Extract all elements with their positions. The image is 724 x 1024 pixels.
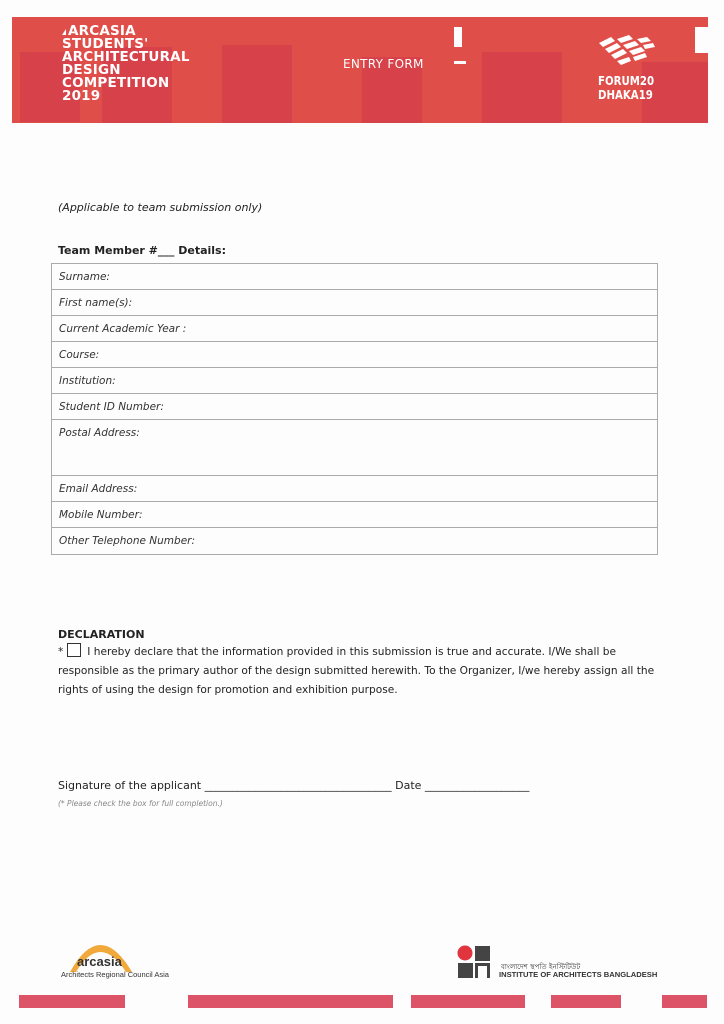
- applicable-note: (Applicable to team submission only): [58, 201, 263, 214]
- watermark-shape: [482, 52, 562, 123]
- declaration-checkbox[interactable]: [67, 643, 81, 657]
- footer-bar: [551, 995, 621, 1008]
- triangle-icon: [62, 29, 66, 35]
- forum-line: DHAKA19: [598, 88, 653, 102]
- details-table: [51, 263, 658, 555]
- form-label: ENTRY FORM: [343, 57, 424, 71]
- scan-gap: [454, 61, 466, 64]
- asterisk: *: [58, 646, 64, 658]
- footer-bar: [188, 995, 393, 1008]
- signature-line: [58, 779, 529, 792]
- field-email[interactable]: Email Address:: [52, 476, 657, 502]
- title-line: COMPETITION: [62, 75, 170, 91]
- completion-note: (* Please check the box for full completion.): [58, 799, 223, 808]
- signature-label: Signature of the applicant: [58, 779, 202, 792]
- field-other-phone[interactable]: Other Telephone Number:: [59, 535, 196, 547]
- watermark-shape: [222, 45, 292, 123]
- title-line: STUDENTS': [62, 36, 149, 52]
- declaration-title: DECLARATION: [58, 628, 145, 641]
- signature-field[interactable]: __________________________________: [204, 779, 392, 792]
- iab-bangla-name: বাংলাদেশ স্থপতি ইনস্টিটিউট: [501, 963, 581, 971]
- footer-bar: [19, 995, 125, 1008]
- date-field[interactable]: ___________________: [424, 779, 530, 792]
- iab-english-name: INSTITUTE OF ARCHITECTS BANGLADESH: [499, 970, 658, 979]
- footer-bar: [662, 995, 707, 1008]
- arcasia-logo-word: arcasia: [77, 954, 122, 969]
- header-banner: [12, 17, 708, 123]
- field-student-id[interactable]: Student ID Number:: [52, 394, 657, 420]
- scan-gap: [695, 27, 708, 53]
- field-institution[interactable]: Institution:: [52, 368, 657, 394]
- field-course[interactable]: Course:: [52, 342, 657, 368]
- forum-dhaka-logo-text: [598, 74, 654, 102]
- field-postal-address[interactable]: Postal Address:: [52, 420, 657, 476]
- field-first-name[interactable]: First name(s):: [52, 290, 657, 316]
- field-mobile[interactable]: Mobile Number:: [52, 502, 657, 528]
- iab-logo-icon: [457, 945, 493, 979]
- field-surname[interactable]: Surname:: [52, 264, 657, 290]
- forum-line: FORUM20: [598, 74, 655, 88]
- declaration-text-block: [58, 643, 668, 700]
- arcasia-subtitle: Architects Regional Council Asia: [61, 970, 169, 979]
- title-line: DESIGN: [62, 62, 121, 78]
- declaration-text: I hereby declare that the information provided in this submission is true and accurate. I/We shall be responsible as the primary author of the design submitted herewith. To the Organizer, I/we hereby assign all the rights of using the design for promotion and exhibition purpose.: [58, 646, 655, 696]
- scan-gap: [454, 27, 462, 47]
- title-line: ARCASIA: [68, 23, 136, 39]
- competition-title: [62, 25, 190, 103]
- footer-bar: [411, 995, 525, 1008]
- forum-logo-icon: [597, 35, 657, 71]
- title-line: 2019: [62, 88, 101, 104]
- section-title: Team Member #___ Details:: [58, 244, 226, 257]
- title-line: ARCHITECTURAL: [62, 49, 190, 65]
- field-academic-year[interactable]: Current Academic Year :: [52, 316, 657, 342]
- date-label: Date: [395, 779, 422, 792]
